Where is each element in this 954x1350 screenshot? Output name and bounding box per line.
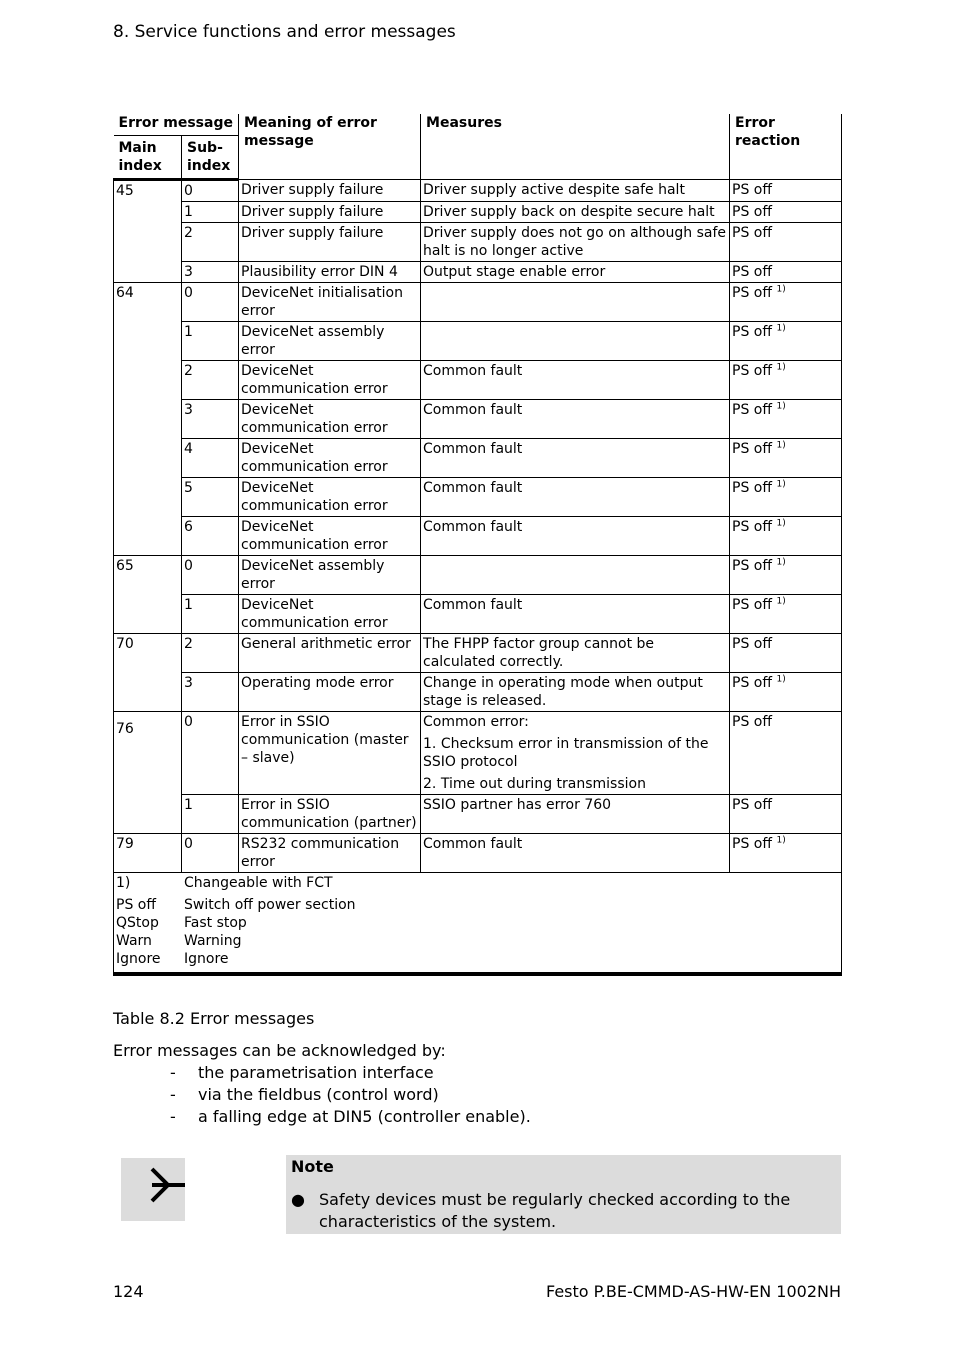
reaction-cell: PS off bbox=[730, 795, 842, 834]
meaning-cell: DeviceNet assembly error bbox=[239, 556, 421, 595]
bullet-icon: ● bbox=[291, 1190, 305, 1209]
meaning-cell: Driver supply failure bbox=[239, 223, 421, 262]
legend-line: 1) Changeable with FCT bbox=[116, 875, 333, 891]
measures-cell: Output stage enable error bbox=[421, 262, 730, 283]
table-row bbox=[114, 712, 842, 795]
footnote-marker: 1) bbox=[776, 557, 786, 568]
header-error-message: Error message bbox=[114, 114, 239, 136]
sub-index-cell: 4 bbox=[182, 439, 239, 478]
sub-index-cell: 0 bbox=[182, 180, 239, 202]
footnote-marker: 1) bbox=[776, 596, 786, 607]
error-messages-table bbox=[113, 114, 842, 976]
reaction-cell: PS off bbox=[730, 223, 842, 262]
measures-cell: Common fault bbox=[421, 478, 730, 517]
footnote-marker: 1) bbox=[776, 362, 786, 373]
main-index-cell: 79 bbox=[114, 834, 182, 873]
legend-line: PS off Switch off power section bbox=[116, 897, 356, 913]
measures-cell: Common fault bbox=[421, 595, 730, 634]
list-item: - via the fieldbus (control word) bbox=[170, 1085, 439, 1104]
meaning-cell: DeviceNet communication error bbox=[239, 478, 421, 517]
acknowledge-intro: Error messages can be acknowledged by: bbox=[113, 1041, 446, 1060]
footnote-marker: 1) bbox=[776, 479, 786, 490]
header-reaction: Error reaction bbox=[730, 114, 842, 180]
sub-index-cell: 1 bbox=[182, 202, 239, 223]
sub-index-cell: 0 bbox=[182, 834, 239, 873]
measures-cell: Driver supply back on despite secure halt bbox=[421, 202, 730, 223]
table-row bbox=[114, 400, 842, 439]
table-row bbox=[114, 634, 842, 673]
measures-cell: Change in operating mode when output stage is released. bbox=[421, 673, 730, 712]
sub-index-cell: 1 bbox=[182, 595, 239, 634]
sub-index-cell: 6 bbox=[182, 517, 239, 556]
header-main-index: Main index bbox=[114, 136, 182, 180]
table-row bbox=[114, 595, 842, 634]
reaction-cell: PS off $^{1)}$ bbox=[730, 322, 842, 361]
meaning-cell: Error in SSIO communication (partner) bbox=[239, 795, 421, 834]
footnote-marker: 1) bbox=[776, 323, 786, 334]
page-number: 124 bbox=[113, 1282, 144, 1301]
measures-cell: Common fault bbox=[421, 517, 730, 556]
reaction-cell: PS off $^{1)}$ bbox=[730, 283, 842, 322]
reaction-cell: PS off bbox=[730, 712, 842, 795]
legend-line: QStop Fast stop bbox=[116, 915, 247, 931]
measures-cell: Driver supply does not go on although safe halt is no longer active bbox=[421, 223, 730, 262]
table-row bbox=[114, 478, 842, 517]
table-row bbox=[114, 180, 842, 202]
main-index-cell: 70 bbox=[114, 634, 182, 712]
sub-index-cell: 0 bbox=[182, 712, 239, 795]
sub-index-cell: 3 bbox=[182, 673, 239, 712]
note-box bbox=[286, 1155, 841, 1234]
reaction-cell: PS off bbox=[730, 180, 842, 202]
measures-cell: SSIO partner has error 760 bbox=[421, 795, 730, 834]
reaction-cell: PS off bbox=[730, 202, 842, 223]
running-header: 8. Service functions and error messages bbox=[113, 22, 456, 42]
table-row bbox=[114, 361, 842, 400]
reaction-cell: PS off $^{1)}$ bbox=[730, 478, 842, 517]
legend-line: Warn Warning bbox=[116, 933, 242, 949]
reaction-cell: PS off bbox=[730, 634, 842, 673]
sub-index-cell: 5 bbox=[182, 478, 239, 517]
reaction-cell: PS off $^{1)}$ bbox=[730, 673, 842, 712]
sub-index-cell: 2 bbox=[182, 223, 239, 262]
meaning-cell: DeviceNet initialisation error bbox=[239, 283, 421, 322]
note-body bbox=[291, 1189, 831, 1233]
note-text: Safety devices must be regularly checked according to the characteristics of the system. bbox=[319, 1190, 791, 1231]
reaction-cell: PS off $^{1)}$ bbox=[730, 556, 842, 595]
table-row bbox=[114, 673, 842, 712]
sub-index-cell: 3 bbox=[182, 400, 239, 439]
list-item: - a falling edge at DIN5 (controller enable). bbox=[170, 1107, 531, 1126]
measures-cell: Common fault bbox=[421, 834, 730, 873]
sub-index-cell: 3 bbox=[182, 262, 239, 283]
table-row bbox=[114, 322, 842, 361]
sub-index-cell: 2 bbox=[182, 634, 239, 673]
legend-line: Ignore Ignore bbox=[116, 951, 229, 967]
document-id: Festo P.BE-CMMD-AS-HW-EN 1002NH bbox=[545, 1282, 841, 1301]
measures-cell: Driver supply active despite safe halt bbox=[421, 180, 730, 202]
reaction-cell: PS off $^{1)}$ bbox=[730, 595, 842, 634]
main-index-cell: 64 bbox=[114, 283, 182, 556]
meaning-cell: DeviceNet assembly error bbox=[239, 322, 421, 361]
list-item: - the parametrisation interface bbox=[170, 1063, 434, 1082]
table-row bbox=[114, 556, 842, 595]
header-sub-index: Sub-index bbox=[182, 136, 239, 180]
measures-line: 1. Checksum error in transmission of the SSIO protocol bbox=[423, 736, 709, 770]
footnote-marker: 1) bbox=[776, 440, 786, 451]
table-row bbox=[114, 795, 842, 834]
footnote-marker: 1) bbox=[776, 284, 786, 295]
table-row bbox=[114, 202, 842, 223]
meaning-cell: Operating mode error bbox=[239, 673, 421, 712]
acknowledge-list bbox=[113, 1062, 531, 1128]
header-meaning: Meaning of error message bbox=[239, 114, 421, 180]
measures-cell: Common fault bbox=[421, 439, 730, 478]
meaning-cell: Error in SSIO communication (master – slave) bbox=[239, 712, 421, 795]
measures-cell bbox=[421, 712, 730, 795]
measures-cell bbox=[421, 556, 730, 595]
acknowledge-section bbox=[113, 1040, 531, 1128]
table-caption: Table 8.2 Error messages bbox=[113, 1009, 315, 1028]
reaction-cell: PS off $^{1)}$ bbox=[730, 400, 842, 439]
sub-index-cell: 1 bbox=[182, 322, 239, 361]
table-row bbox=[114, 517, 842, 556]
footnote-marker: 1) bbox=[776, 674, 786, 685]
header-measures: Measures bbox=[421, 114, 730, 180]
measures-cell: Common fault bbox=[421, 361, 730, 400]
meaning-cell: DeviceNet communication error bbox=[239, 517, 421, 556]
meaning-cell: General arithmetic error bbox=[239, 634, 421, 673]
meaning-cell: DeviceNet communication error bbox=[239, 439, 421, 478]
measures-line: Common error: bbox=[423, 714, 529, 730]
table-row bbox=[114, 439, 842, 478]
arrow-right-icon bbox=[121, 1158, 185, 1221]
main-index-cell: 65 bbox=[114, 556, 182, 634]
meaning-cell: RS232 communication error bbox=[239, 834, 421, 873]
reaction-cell: PS off $^{1)}$ bbox=[730, 834, 842, 873]
measures-line: 2. Time out during transmission bbox=[423, 776, 646, 792]
sub-index-cell: 1 bbox=[182, 795, 239, 834]
main-index-cell: 45 bbox=[114, 180, 182, 283]
sub-index-cell: 0 bbox=[182, 556, 239, 595]
footnote-marker: 1) bbox=[776, 518, 786, 529]
meaning-cell: DeviceNet communication error bbox=[239, 361, 421, 400]
table-row bbox=[114, 834, 842, 873]
meaning-cell: Driver supply failure bbox=[239, 180, 421, 202]
meaning-cell: DeviceNet communication error bbox=[239, 595, 421, 634]
meaning-cell: Driver supply failure bbox=[239, 202, 421, 223]
measures-cell: The FHPP factor group cannot be calculated correctly. bbox=[421, 634, 730, 673]
table-row bbox=[114, 223, 842, 262]
footnote-marker: 1) bbox=[776, 835, 786, 846]
meaning-cell: DeviceNet communication error bbox=[239, 400, 421, 439]
legend-cell bbox=[114, 873, 842, 975]
reaction-cell: PS off $^{1)}$ bbox=[730, 361, 842, 400]
meaning-cell: Plausibility error DIN 4 bbox=[239, 262, 421, 283]
legend-row bbox=[114, 873, 842, 975]
measures-cell bbox=[421, 322, 730, 361]
measures-cell: Common fault bbox=[421, 400, 730, 439]
main-index-cell: 76 bbox=[114, 712, 182, 834]
reaction-cell: PS off $^{1)}$ bbox=[730, 439, 842, 478]
table-row bbox=[114, 283, 842, 322]
footnote-marker: 1) bbox=[776, 401, 786, 412]
sub-index-cell: 0 bbox=[182, 283, 239, 322]
reaction-cell: PS off $^{1)}$ bbox=[730, 517, 842, 556]
sub-index-cell: 2 bbox=[182, 361, 239, 400]
measures-cell bbox=[421, 283, 730, 322]
reaction-cell: PS off bbox=[730, 262, 842, 283]
note-title: Note bbox=[291, 1157, 334, 1176]
table-row bbox=[114, 262, 842, 283]
